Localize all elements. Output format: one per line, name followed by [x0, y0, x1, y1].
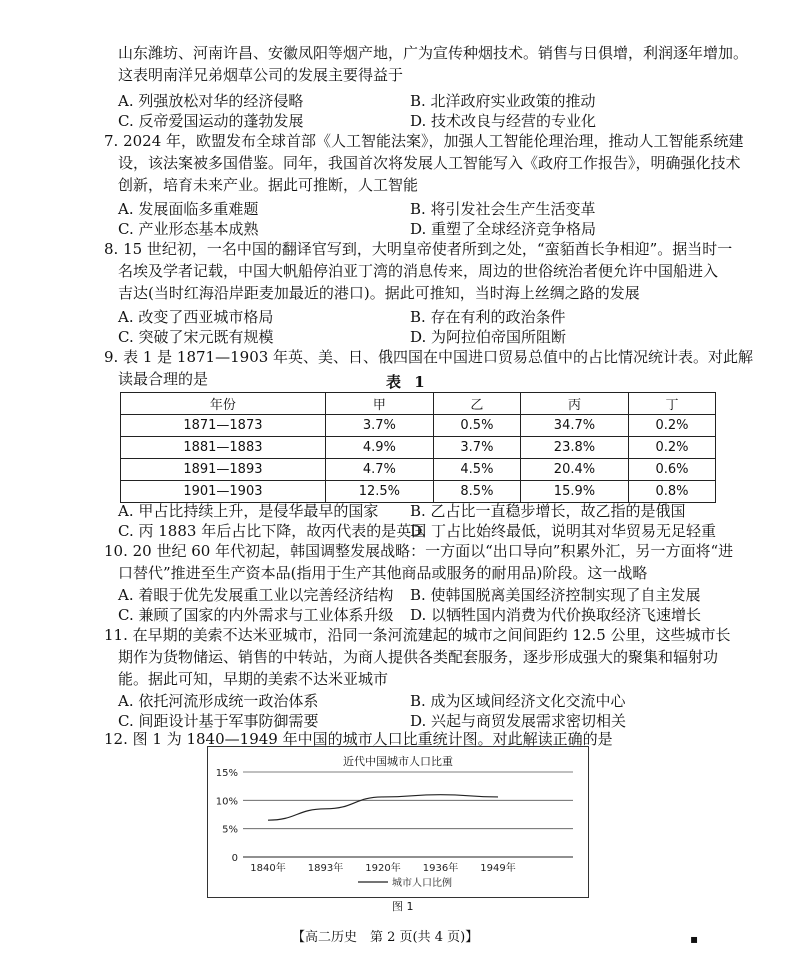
chart-plot: [208, 747, 588, 897]
table-cell: 12.5%: [325, 481, 433, 503]
q9-option-b: B. 乙占比一直稳步增长，故乙指的是俄国: [410, 502, 686, 520]
q10-option-b: B. 使韩国脱离美国经济控制实现了自主发展: [410, 586, 701, 604]
table-header-cell: 甲: [325, 393, 433, 415]
q11-line3: 能。据此可知，早期的美索不达米亚城市: [118, 670, 389, 688]
table-row: [121, 459, 716, 481]
q8-option-a: A. 改变了西亚城市格局: [118, 308, 274, 326]
trade-share-table: [120, 392, 716, 503]
table-cell: 0.5%: [433, 415, 520, 437]
q6-option-a: A. 列强放松对华的经济侵略: [118, 92, 304, 110]
q7-option-a: A. 发展面临多重难题: [118, 200, 259, 218]
table-cell: 0.2%: [629, 437, 716, 459]
table-cell: 0.6%: [629, 459, 716, 481]
table-header-row: [121, 393, 716, 415]
table-cell: 20.4%: [520, 459, 628, 481]
q10-option-d: D. 以牺牲国内消费为代价换取经济飞速增长: [410, 606, 702, 624]
q9-option-d: D. 丁占比始终最低，说明其对华贸易无足轻重: [410, 522, 717, 540]
q11-option-d: D. 兴起与商贸发展需求密切相关: [410, 712, 627, 730]
table-cell: 4.5%: [433, 459, 520, 481]
x-tick-label: 1949年: [480, 863, 516, 874]
table-row: [121, 415, 716, 437]
table-cell: 1901—1903: [121, 481, 326, 503]
q10-line1: 10. 20 世纪 60 年代初起，韩国调整发展战略：一方面以“出口导向”积累外汇，另一方面将“进: [104, 542, 734, 560]
q7-option-c: C. 产业形态基本成熟: [118, 220, 259, 238]
chart-title: 近代中国城市人口比重: [343, 755, 453, 768]
figure-caption: 图 1: [392, 900, 414, 913]
table-header-cell: 乙: [433, 393, 520, 415]
q8-option-b: B. 存在有利的政治条件: [410, 308, 566, 326]
table-cell: 1881—1883: [121, 437, 326, 459]
q7-option-b: B. 将引发社会生产生活变革: [410, 200, 596, 218]
q10-option-a: A. 着眼于优先发展重工业以完善经济结构: [118, 586, 394, 604]
q6-option-c: C. 反帝爱国运动的蓬勃发展: [118, 112, 304, 130]
q11-option-a: A. 依托河流形成统一政治体系: [118, 692, 319, 710]
q7-line2: 设，该法案被多国借鉴。同年，我国首次将发展人工智能写入《政府工作报告》，明确强化技术: [118, 154, 741, 172]
table-cell: 34.7%: [520, 415, 628, 437]
q8-line3: 吉达(当时红海沿岸距麦加最近的港口)。据此可推知，当时海上丝绸之路的发展: [118, 284, 640, 302]
table-cell: 0.8%: [629, 481, 716, 503]
page-footer: 【高二历史 第 2 页(共 4 页)】: [292, 930, 479, 945]
q8-option-d: D. 为阿拉伯帝国所阻断: [410, 328, 567, 346]
q10-line2: 口替代”推进至生产资本品(指用于生产其他商品或服务的耐用品)阶段。这一战略: [118, 564, 648, 582]
table-cell: 4.7%: [325, 459, 433, 481]
table-caption: 表 1: [386, 373, 429, 391]
table-cell: 1891—1893: [121, 459, 326, 481]
q6-option-b: B. 北洋政府实业政策的推动: [410, 92, 596, 110]
q9-line2: 读最合理的是: [118, 370, 209, 388]
table-header-cell: 年份: [121, 393, 326, 415]
q7-option-d: D. 重塑了全球经济竞争格局: [410, 220, 597, 238]
y-tick-label: 15%: [215, 768, 238, 779]
q8-line2: 名埃及学者记载，中国大帆船停泊亚丁湾的消息传来，周边的世俗统治者便允许中国船进入: [118, 262, 719, 280]
table-cell: 15.9%: [520, 481, 628, 503]
q9-line1: 9. 表 1 是 1871—1903 年英、美、日、俄四国在中国进口贸易总值中的占比情况统计表。对此解: [104, 348, 754, 366]
q11-line2: 期作为货物储运、销售的中转站，为商人提供各类配套服务，逐步形成强大的聚集和辐射功: [118, 648, 719, 666]
table-cell: 3.7%: [325, 415, 433, 437]
table-cell: 8.5%: [433, 481, 520, 503]
y-tick-label: 5%: [222, 824, 238, 836]
q7-line3: 创新，培育未来产业。据此可推断，人工智能: [118, 176, 419, 194]
table-cell: 1871—1873: [121, 415, 326, 437]
y-tick-label: 0: [231, 853, 238, 864]
q9-option-c: C. 丙 1883 年后占比下降，故丙代表的是英国: [118, 522, 427, 540]
y-tick-label: 10%: [215, 796, 238, 808]
x-tick-label: 1936年: [422, 863, 459, 874]
q12-line1: 12. 图 1 为 1840—1949 年中国的城市人口比重统计图。对此解读正确的是: [104, 730, 613, 748]
table-cell: 3.7%: [433, 437, 520, 459]
x-tick-label: 1920年: [365, 863, 401, 874]
q8-option-c: C. 突破了宋元既有规模: [118, 328, 274, 346]
q11-option-c: C. 间距设计基于军事防御需要: [118, 712, 319, 730]
q8-line1: 8. 15 世纪初，一名中国的翻译官写到，大明皇帝使者所到之处，“蛮貊酋长争相迎”。据当时一: [104, 240, 733, 258]
q6-line2: 这表明南洋兄弟烟草公司的发展主要得益于: [118, 66, 404, 84]
urban-population-chart: [207, 746, 589, 898]
table-cell: 23.8%: [520, 437, 628, 459]
q11-line1: 11. 在早期的美索不达米亚城市，沿同一条河流建起的城市之间间距约 12.5 公里，这些城市长: [104, 626, 731, 644]
q9-option-a: A. 甲占比持续上升，是侵华最早的国家: [118, 502, 379, 520]
corner-mark: ▪: [690, 932, 699, 946]
table-header-cell: 丙: [520, 393, 628, 415]
q6-line1: 山东潍坊、河南许昌、安徽凤阳等烟产地，广为宣传种烟技术。销售与日俱增，利润逐年增加。: [118, 44, 749, 62]
q6-option-d: D. 技术改良与经营的专业化: [410, 112, 597, 130]
q10-option-c: C. 兼顾了国家的内外需求与工业体系升级: [118, 606, 394, 624]
q11-option-b: B. 成为区域间经济文化交流中心: [410, 692, 626, 710]
x-tick-label: 1893年: [307, 863, 344, 874]
table-header-cell: 丁: [629, 393, 716, 415]
table-row: [121, 437, 716, 459]
series-line: [268, 795, 498, 821]
legend-label: 城市人口比例: [392, 878, 452, 889]
table-cell: 0.2%: [629, 415, 716, 437]
q7-line1: 7. 2024 年，欧盟发布全球首部《人工智能法案》，加强人工智能伦理治理，推动人工智能系统建: [104, 132, 744, 150]
table-cell: 4.9%: [325, 437, 433, 459]
x-tick-label: 1840年: [250, 863, 286, 874]
